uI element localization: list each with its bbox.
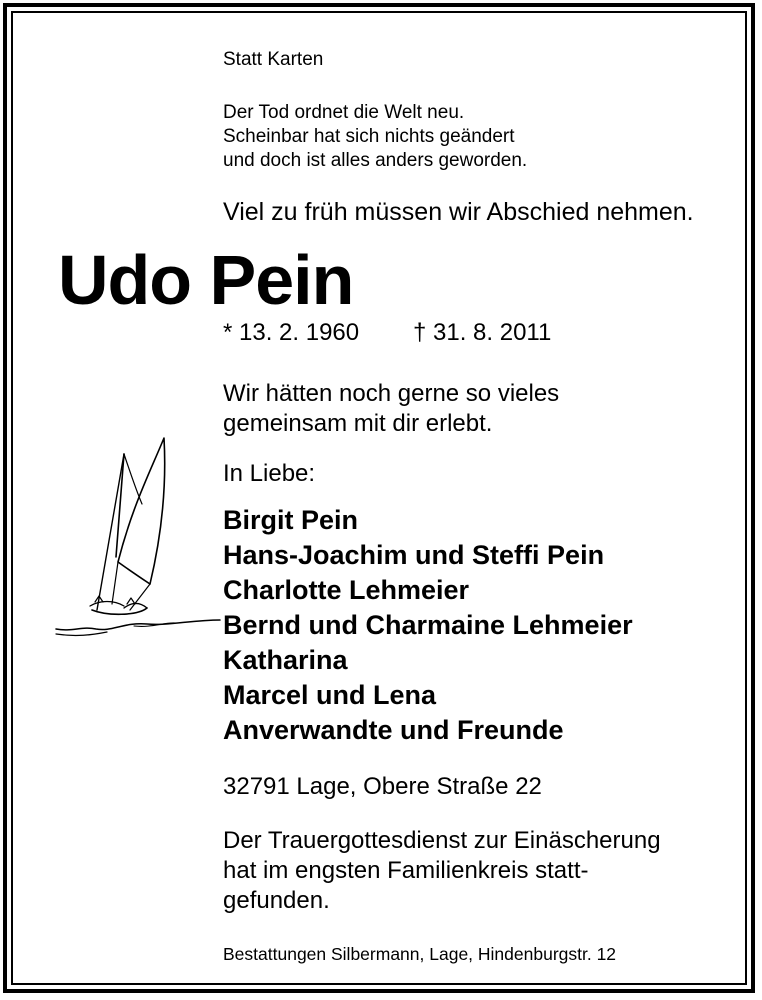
message-line: Wir hätten noch gerne so vieles	[223, 380, 560, 407]
mourners-list	[223, 503, 633, 748]
mourner-name: Bernd und Charmaine Lehmeier	[223, 610, 633, 640]
service-notice	[223, 826, 661, 916]
poem-line: und doch ist alles anders geworden.	[223, 150, 528, 171]
life-dates	[223, 319, 552, 347]
poem-line: Der Tod ordnet die Welt neu.	[223, 102, 465, 123]
mourner-name: Hans-Joachim und Steffi Pein	[223, 540, 605, 570]
service-line: hat im engsten Familienkreis statt-	[223, 857, 589, 884]
service-line: gefunden.	[223, 887, 330, 914]
death-date: † 31. 8. 2011	[413, 319, 552, 346]
address-text: 32791 Lage, Obere Straße 22	[223, 773, 542, 800]
poem	[223, 101, 527, 173]
poem-line: Scheinbar hat sich nichts geändert	[223, 126, 515, 147]
kicker-text: Statt Karten	[223, 49, 324, 70]
mourner-name: Anverwandte und Freunde	[223, 715, 564, 745]
service-line: Der Trauergottesdienst zur Einäscherung	[223, 827, 661, 854]
mourner-name: Charlotte Lehmeier	[223, 575, 470, 605]
birth-date: * 13. 2. 1960	[223, 319, 360, 346]
mourner-name: Marcel und Lena	[223, 680, 437, 710]
mourner-name: Birgit Pein	[223, 505, 359, 535]
message	[223, 379, 559, 439]
message-line: gemeinsam mit dir erlebt.	[223, 410, 493, 437]
farewell-text: Viel zu früh müssen wir Abschied nehmen.	[223, 198, 694, 226]
undertaker-text: Bestattungen Silbermann, Lage, Hindenburgstr. 12	[223, 944, 617, 964]
mourner-name: Katharina	[223, 645, 348, 675]
mourners-intro: In Liebe:	[223, 460, 316, 487]
deceased-name: Udo Pein	[58, 241, 354, 319]
sailboat-icon	[52, 432, 222, 642]
